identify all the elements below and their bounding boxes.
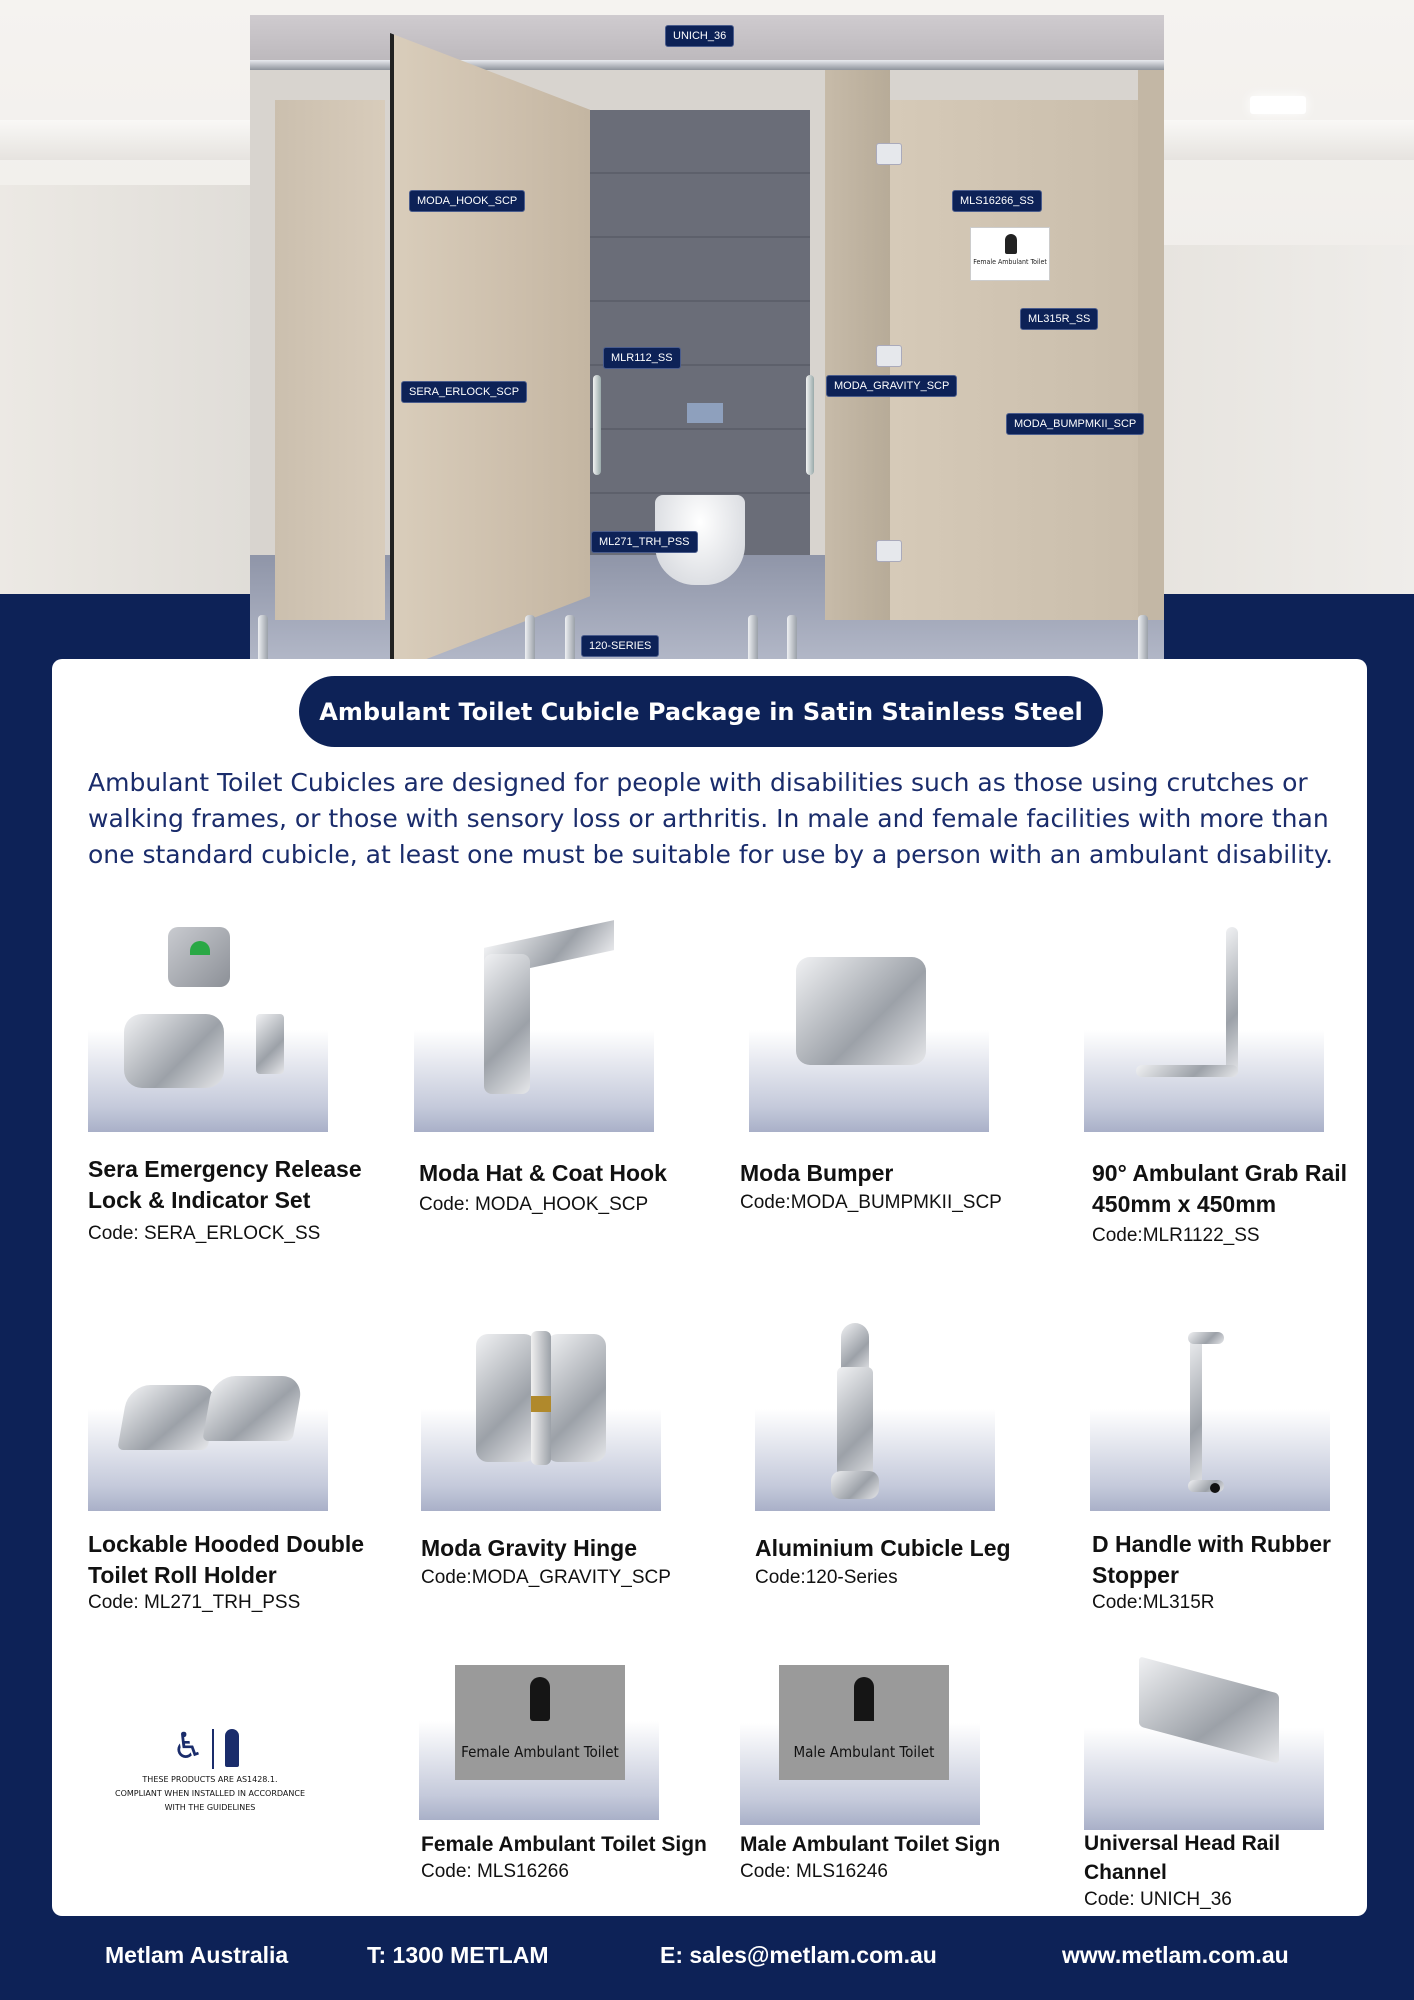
leg-tube [837,1367,873,1487]
male-sign-icon [740,1655,980,1825]
tag-gravity: MODA_GRAVITY_SCP [826,375,957,397]
person-icon [1005,234,1017,254]
product-code: Code: MLS16266 [421,1861,569,1882]
cubicle-leg-icon [755,1341,995,1511]
hook-body [484,954,530,1094]
compliance-line: WITH THE GUIDELINES [164,1803,256,1812]
hero-sign-text: Female Ambulant Toilet [973,258,1047,266]
indicator-plate [168,927,230,987]
roll-hood-right [202,1376,303,1441]
product-name: Lockable Hooded Double Toilet Roll Holder [88,1531,365,1588]
bumper-block [796,957,926,1065]
footer-phone[interactable]: T: 1300 METLAM [367,1942,549,1968]
hero-hinge-mid [876,345,902,367]
product-name: Moda Hat & Coat Hook [419,1160,667,1186]
intro-paragraph: Ambulant Toilet Cubicles are designed for people with disabilities such as those using crutches or walking frames, or those with sensory loss or arthritis. In male and female facilities with more than one standard cubicle, at least one must be suitable for use by a person with an ambulant disability. [88,768,1334,869]
female-sign-plate [455,1665,625,1780]
hero-hinge-top [876,143,902,165]
product-code: Code: MODA_HOOK_SCP [419,1194,649,1215]
hero-ambulant-sign [970,227,1050,281]
tag-bump: MODA_BUMPMKII_SCP [1006,413,1144,435]
product-code: Code:MLR1122_SS [1092,1225,1260,1246]
rail-vertical [1226,927,1238,1077]
hero-panel-left [275,100,385,620]
product-name: Female Ambulant Toilet Sign [421,1833,707,1856]
hinge-leaf-right [546,1334,606,1462]
compliance-note [105,1725,315,1815]
wall-right [1164,245,1414,595]
d-handle-icon [1090,1341,1330,1511]
tag-hook: MODA_HOOK_SCP [409,190,525,212]
compliance-line: COMPLIANT WHEN INSTALLED IN ACCORDANCE [114,1789,305,1798]
product-name: 90° Ambulant Grab Rail 450mm x 450mm [1092,1160,1348,1217]
product-name: Male Ambulant Toilet Sign [740,1833,1001,1856]
ambulant-person-icon [225,1729,239,1767]
product-code: Code:120-Series [755,1567,898,1588]
ceiling-light [1250,96,1306,114]
product-code: Code: SERA_ERLOCK_SS [88,1223,321,1244]
product-name: Sera Emergency Release Lock & Indicator Set [88,1156,362,1213]
hero-grab-rail-right [806,375,814,475]
hero-hinge-bottom [876,540,902,562]
product-code: Code:MODA_BUMPMKII_SCP [740,1192,1002,1213]
rubber-stopper [1210,1483,1220,1493]
footer-email[interactable]: E: sales@metlam.com.au [660,1942,937,1968]
product-code: Code: MLS16246 [740,1861,888,1882]
tag-sera: SERA_ERLOCK_SCP [401,381,527,403]
wall-left [0,185,250,595]
female-sign-icon [419,1655,659,1820]
male-figure-icon [854,1677,874,1721]
handle-bar [1190,1332,1202,1492]
handle-arm-top [1188,1332,1224,1344]
grab-rail-icon [1084,962,1324,1132]
hero-grab-rail-left [593,375,601,475]
tag-unich: UNICH_36 [665,25,734,47]
leg-foot [831,1471,879,1499]
roll-holder-icon [88,1341,328,1511]
rail-horizontal [1136,1065,1238,1077]
tag-ml315: ML315R_SS [1020,308,1098,330]
roll-hood-left [117,1385,218,1450]
product-name: Moda Gravity Hinge [421,1535,637,1561]
coat-hook-icon [414,962,654,1132]
product-code: Code: UNICH_36 [1084,1889,1232,1910]
keeper-plate [256,1014,284,1074]
tag-mlr112: MLR112_SS [603,347,681,369]
footer-company: Metlam Australia [105,1942,289,1968]
female-sign-text: Female Ambulant Toilet [461,1743,619,1761]
product-code: Code: ML271_TRH_PSS [88,1592,301,1613]
hero-cubicle-image [250,15,1164,700]
green-indicator [190,941,210,955]
female-figure-icon [530,1677,550,1721]
product-name: D Handle with Rubber Stopper [1092,1531,1331,1588]
tag-trh: ML271_TRH_PSS [591,531,698,553]
page-title: Ambulant Toilet Cubicle Package in Satin Stainless Steel [299,676,1103,747]
hero-flush-plate [687,403,723,423]
product-name: Universal Head Rail Channel [1084,1832,1281,1884]
tag-series: 120-SERIES [581,635,659,657]
lock-indicator-icon [88,962,328,1132]
hero-panel-right [890,100,1140,620]
male-sign-text: Male Ambulant Toilet [793,1743,935,1761]
tag-mls: MLS16266_SS [952,190,1042,212]
divider [212,1729,214,1769]
hinge-collar [531,1396,551,1412]
male-sign-plate [779,1665,949,1780]
lock-body [124,1014,224,1088]
accessibility-icons [105,1725,315,1773]
product-code: Code:MODA_GRAVITY_SCP [421,1567,671,1588]
product-name: Aluminium Cubicle Leg [755,1535,1011,1561]
leg-bracket [841,1323,869,1373]
head-rail-icon [1084,1660,1324,1830]
compliance-line: THESE PRODUCTS ARE AS1428.1. [142,1775,278,1784]
rail-channel [1139,1656,1279,1764]
product-code: Code:ML315R [1092,1592,1215,1613]
hero-open-door [390,33,590,673]
hinge-leaf-left [476,1334,536,1462]
product-name: Moda Bumper [740,1160,894,1186]
hero-head-rail [250,60,1164,70]
hero-pilaster-edge [1138,70,1164,620]
hinge-icon [421,1341,661,1511]
footer-website[interactable]: www.metlam.com.au [1062,1942,1289,1968]
wheelchair-icon: ♿ [172,1726,205,1767]
bumper-icon [749,962,989,1132]
